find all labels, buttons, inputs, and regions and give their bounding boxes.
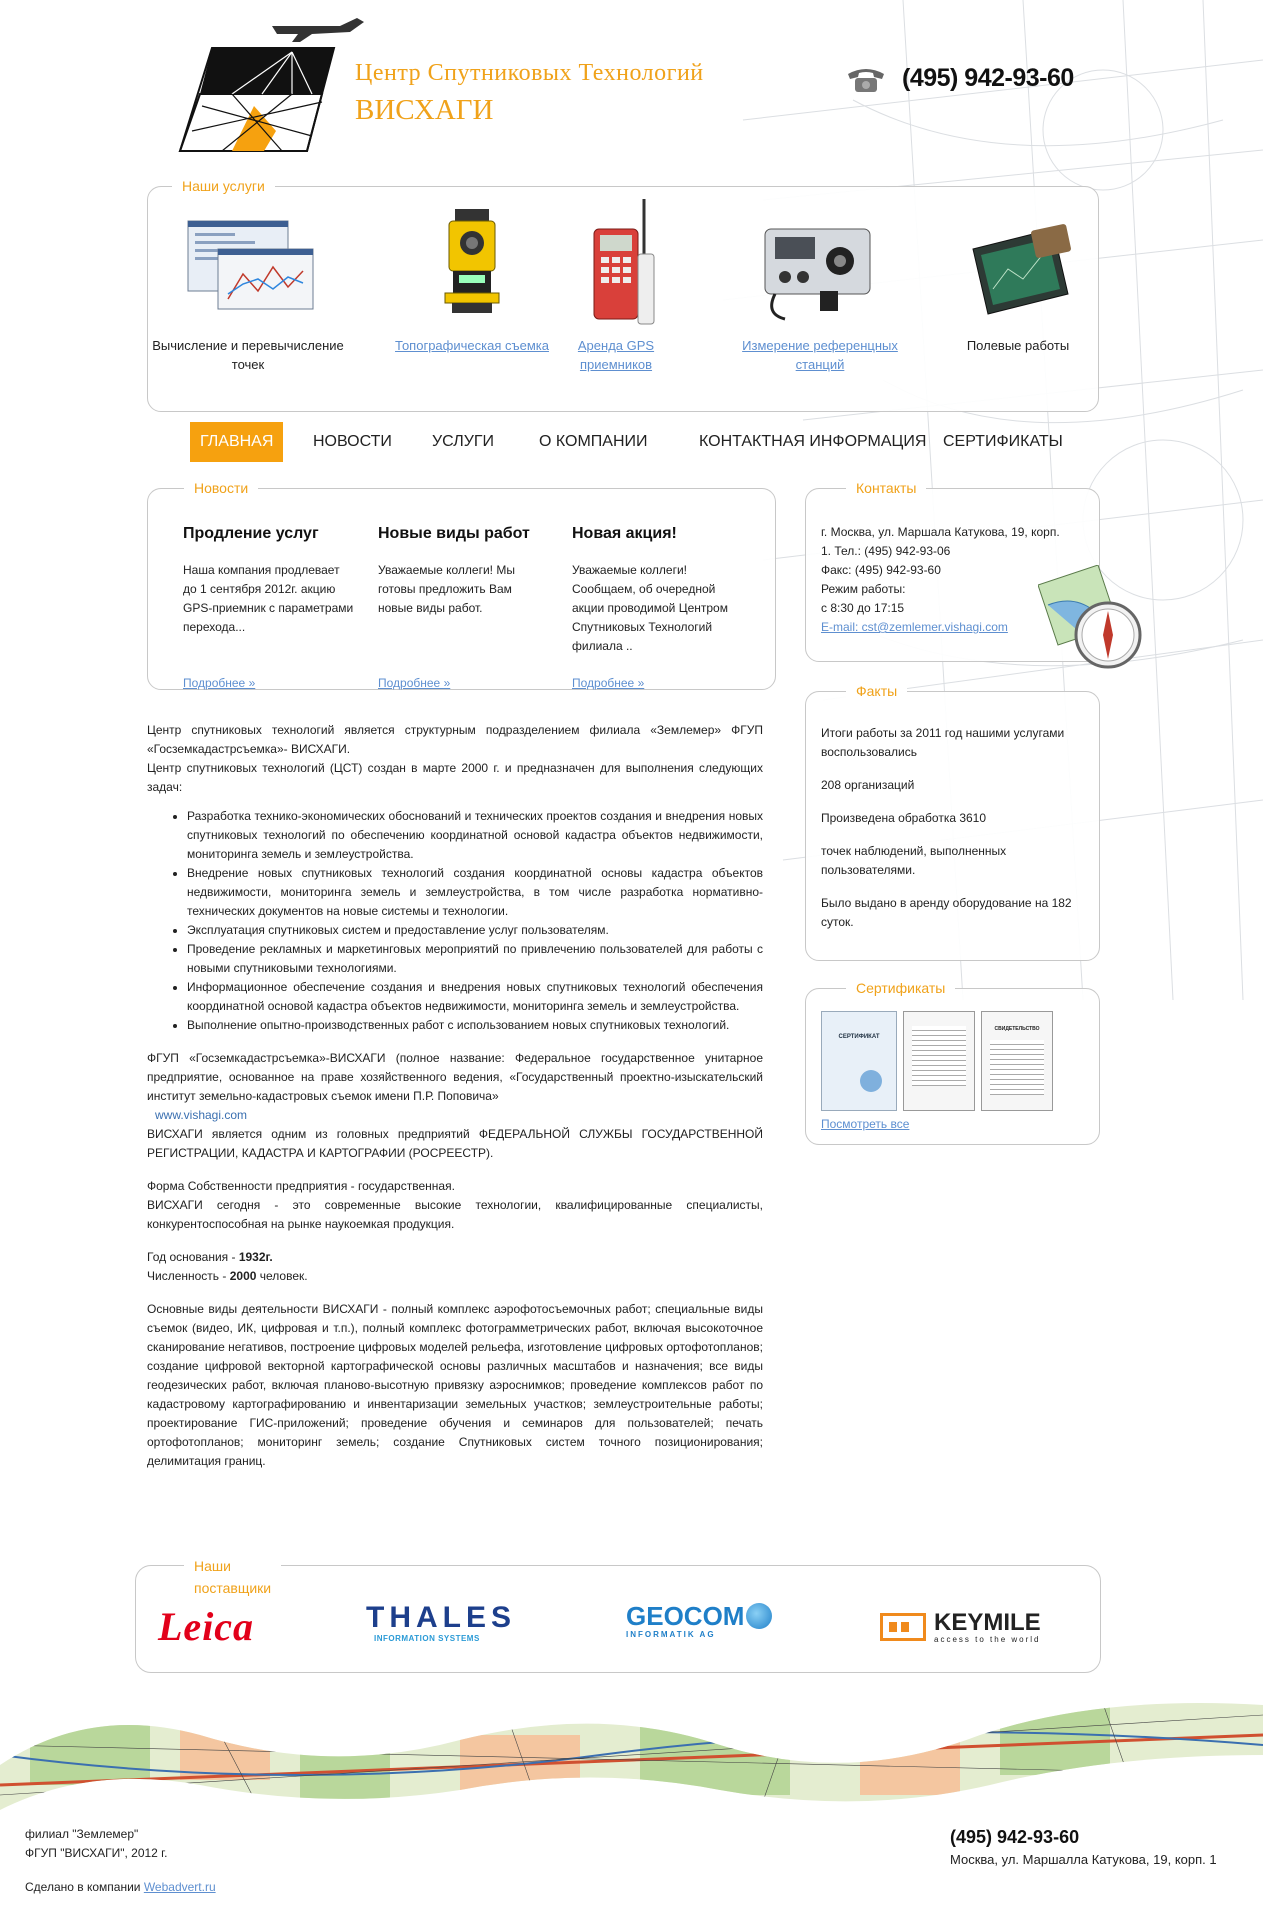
news-item bbox=[183, 525, 363, 637]
news-more-link[interactable]: Подробнее » bbox=[183, 676, 256, 690]
certificate-text-lines-icon bbox=[990, 1040, 1044, 1095]
services-panel bbox=[147, 178, 1099, 412]
footer-made-by: Сделано в компании bbox=[25, 1880, 144, 1894]
contacts-panel bbox=[805, 480, 1100, 662]
leica-wordmark: Leica bbox=[158, 1604, 255, 1649]
geocom-logo[interactable] bbox=[626, 1602, 796, 1652]
news-legend: Новости bbox=[184, 478, 258, 498]
main-paragraph: ВИСХАГИ является одним из головных предприятий ФЕДЕРАЛЬНОЙ СЛУЖБЫ ГОСУДАРСТВЕННОЙ РЕГИСТРАЦИИ, КАДАСТРА И КАРТОГРАФИИ (РОСРЕЕСТР). bbox=[147, 1127, 763, 1160]
total-station-icon bbox=[397, 199, 547, 327]
services-legend: Наши услуги bbox=[172, 176, 275, 196]
facts-item: 208 организаций bbox=[821, 778, 915, 792]
news-title[interactable]: Продление услуг bbox=[183, 525, 319, 542]
header-phone: (495) 942-93-60 bbox=[902, 64, 1074, 92]
service-topography-link[interactable]: Топографическая съемка bbox=[395, 338, 549, 353]
tasks-list bbox=[147, 807, 763, 1035]
contacts-hours-label: Режим работы: bbox=[821, 582, 906, 596]
suppliers-legend-line1: Наши bbox=[194, 1558, 231, 1574]
contacts-legend: Контакты bbox=[846, 478, 926, 498]
facts-legend: Факты bbox=[846, 681, 907, 701]
news-text: Уважаемые коллеги! Мы готовы предложить Вам новые виды работ. bbox=[378, 563, 515, 615]
software-screens-icon bbox=[173, 199, 323, 327]
field-tablet-icon bbox=[948, 199, 1098, 327]
nav-services[interactable]: УСЛУГИ bbox=[432, 433, 495, 450]
topographic-map-strip bbox=[0, 1695, 1263, 1810]
list-item: • Эксплуатация спутниковых систем и предоставление услуг пользователям. bbox=[187, 921, 763, 940]
service-topography[interactable] bbox=[392, 199, 552, 355]
brand-subtitle: ВИСХАГИ bbox=[355, 94, 494, 126]
service-gps-rent[interactable] bbox=[546, 199, 686, 374]
founded-value: 1932г. bbox=[238, 1250, 273, 1264]
staff-label: Численность - bbox=[147, 1269, 230, 1283]
service-calculation-label: Вычисление и перевычисление точек bbox=[152, 338, 344, 372]
staff-line bbox=[147, 1267, 763, 1286]
facts-item: Было выдано в аренду оборудование на 182 суток. bbox=[821, 896, 1072, 929]
globe-icon bbox=[746, 1603, 772, 1629]
gps-receiver-icon bbox=[546, 199, 696, 327]
thales-subtitle: INFORMATION SYSTEMS bbox=[374, 1634, 480, 1643]
nav-certificates[interactable]: СЕРТИФИКАТЫ bbox=[943, 433, 1063, 450]
news-title[interactable]: Новая акция! bbox=[572, 525, 677, 542]
news-text: Наша компания продлевает до 1 сентября 2012г. акцию GPS-приемник с параметрами перехода... bbox=[183, 563, 354, 634]
map-compass-icon bbox=[1038, 565, 1148, 675]
brand-title: Центр Спутниковых Технологий bbox=[355, 60, 704, 86]
facts-panel bbox=[805, 683, 1100, 961]
company-logo[interactable] bbox=[172, 6, 372, 154]
news-item bbox=[378, 525, 558, 618]
certificate-seal-icon bbox=[860, 1070, 882, 1092]
certificate-thumbnail[interactable] bbox=[903, 1011, 975, 1111]
main-content bbox=[147, 721, 763, 1471]
nav-news[interactable]: НОВОСТИ bbox=[313, 433, 392, 450]
geocom-subtitle: INFORMATIK AG bbox=[626, 1630, 716, 1639]
leica-logo[interactable] bbox=[158, 1602, 288, 1652]
main-paragraph: Центр спутниковых технологий (ЦСТ) создан в марте 2000 г. и предназначен для выполнения следующих задач: bbox=[147, 761, 763, 794]
footer-phone: (495) 942-93-60 bbox=[950, 1827, 1080, 1847]
certificate-title: СЕРТИФИКАТ bbox=[838, 1034, 880, 1040]
service-field-work[interactable] bbox=[948, 199, 1088, 355]
nav-home[interactable]: ГЛАВНАЯ bbox=[190, 422, 283, 462]
thales-wordmark: THALES bbox=[366, 1601, 516, 1634]
news-more-link[interactable]: Подробнее » bbox=[572, 676, 645, 690]
nav-contacts[interactable]: КОНТАКТНАЯ ИНФОРМАЦИЯ bbox=[699, 433, 927, 450]
service-reference-stations[interactable] bbox=[730, 199, 910, 374]
contacts-address: г. Москва, ул. Маршала Катукова, 19, корп. 1. Тел.: (495) 942-93-06 bbox=[821, 525, 1060, 558]
main-paragraph: Центр спутниковых технологий является структурным подразделением филиала «Землемер» ФГУП «Госземкадастрсъемка»- ВИСХАГИ. bbox=[147, 723, 763, 756]
certificates-view-all-link[interactable]: Посмотреть все bbox=[821, 1117, 910, 1131]
keymile-subtitle: access to the world bbox=[934, 1634, 1041, 1644]
news-more-link[interactable]: Подробнее » bbox=[378, 676, 451, 690]
suppliers-legend-line2: поставщики bbox=[194, 1580, 272, 1596]
main-paragraph: ВИСХАГИ сегодня - это современные высокие технологии, квалифицированные специалисты, конкурентоспособная на рынке наукоемкая продукция. bbox=[147, 1198, 763, 1231]
contacts-email-link[interactable]: E-mail: cst@zemlemer.vishagi.com bbox=[821, 620, 1008, 634]
news-title[interactable]: Новые виды работ bbox=[378, 525, 530, 542]
footer-webadvert-link[interactable]: Webadvert.ru bbox=[143, 1880, 216, 1894]
contacts-hours: с 8:30 до 17:15 bbox=[821, 601, 905, 615]
footer-branch: филиал "Землемер" bbox=[25, 1827, 139, 1841]
certificate-title: СВИДЕТЕЛЬСТВО bbox=[994, 1026, 1040, 1032]
main-paragraph: Основные виды деятельности ВИСХАГИ - полный комплекс аэрофотосъемочных работ; специальные виды съемок (видео, ИК, цифровая и т.п.), полный комплекс фотограмметрических работ, включая высокоточное сканирование негативов, построение цифровых моделей рельефа, изготовление цифровых ортофотопланов; создание цифровой векторной картографической основы различных масштабов и назначения; все виды геодезических работ, включая планово-высотную привязку аэроснимков; проведение комплексов работ по кадастровому картографированию и инвентаризации земельных участков; землеустроительные работы; проектирование ГИС-приложений; проведение обучения и семинаров для пользователей; печать ортофотопланов; мониторинг земель; создание Спутниковых систем точного позиционирования; делимитация границ. bbox=[147, 1302, 763, 1468]
list-item: • Внедрение новых спутниковых технологий создания координатной основы кадастра объектов недвижимости, мониторинга земель и землеустройства, в том числе разработка нормативно-технических документов на новые системы и технологии. bbox=[187, 864, 763, 921]
footer-address: Москва, ул. Маршалла Катукова, 19, корп. 1 bbox=[950, 1852, 1217, 1867]
facts-item: Произведена обработка 3610 bbox=[821, 811, 987, 825]
news-panel bbox=[147, 480, 776, 690]
list-item: • Разработка технико-экономических обоснований и технических проектов создания и внедрения новых спутниковых технологий по обеспечению координатной основой кадастра объектов недвижимости, мониторинга земель и землеустройства. bbox=[187, 807, 763, 864]
staff-value: 2000 bbox=[229, 1269, 257, 1283]
suppliers-panel bbox=[135, 1558, 1101, 1673]
founded-line bbox=[147, 1248, 763, 1267]
list-item: • Проведение рекламных и маркетинговых мероприятий по привлечению пользователей для работы с новыми спутниковыми технологиями. bbox=[187, 940, 763, 978]
contacts-fax: Факс: (495) 942-93-60 bbox=[821, 563, 941, 577]
news-text: Уважаемые коллеги! Сообщаем, об очередной акции проводимой Центром Спутниковых Технологий филиала .. bbox=[572, 563, 728, 653]
nav-about[interactable]: О КОМПАНИИ bbox=[539, 433, 648, 450]
vishagi-link[interactable]: www.vishagi.com bbox=[155, 1108, 248, 1122]
service-reference-stations-link[interactable]: Измерение референцных станций bbox=[742, 338, 898, 372]
founded-label: Год основания - bbox=[147, 1250, 239, 1264]
certificate-text-lines-icon bbox=[912, 1026, 966, 1086]
telephone-icon bbox=[846, 66, 886, 94]
staff-suffix: человек. bbox=[256, 1269, 308, 1283]
certificate-thumbnail[interactable] bbox=[821, 1011, 897, 1111]
list-item: • Выполнение опытно-производственных работ с использованием новых спутниковых технологий. bbox=[187, 1016, 763, 1035]
reference-station-icon bbox=[745, 199, 895, 327]
keymile-symbol-icon bbox=[880, 1613, 926, 1641]
geocom-wordmark: GEOCOM bbox=[626, 1601, 745, 1631]
footer-org: ФГУП "ВИСХАГИ", 2012 г. bbox=[25, 1846, 168, 1860]
news-item bbox=[572, 525, 752, 656]
keymile-wordmark: KEYMILE bbox=[934, 1608, 1041, 1636]
facts-item: точек наблюдений, выполненных пользователями. bbox=[821, 844, 1007, 877]
service-gps-rent-link[interactable]: Аренда GPS приемников bbox=[577, 338, 655, 372]
keymile-logo[interactable] bbox=[880, 1602, 1070, 1652]
thales-logo[interactable] bbox=[366, 1602, 556, 1652]
main-paragraph: ФГУП «Госземкадастрсъемка»-ВИСХАГИ (полное название: Федеральное государственное унитарное предприятие, основанное на праве хозяйственного ведения, «Государственный проектно-изыскательский институт земельно-кадастровых съемок имени П.Р. Поповича» bbox=[147, 1051, 763, 1103]
certificates-panel bbox=[805, 980, 1100, 1145]
service-field-work-label: Полевые работы bbox=[966, 338, 1070, 353]
list-item: • Информационное обеспечение создания и внедрения новых спутниковых технологий обеспечения координатной основой кадастра объектов недвижимости, мониторинга земель и землеустройства. bbox=[187, 978, 763, 1016]
certificates-legend: Сертификаты bbox=[846, 978, 955, 998]
main-paragraph: Форма Собственности предприятия - государственная. bbox=[147, 1179, 455, 1193]
facts-item: Итоги работы за 2011 год нашими услугами воспользовались bbox=[821, 726, 1065, 759]
service-calculation[interactable] bbox=[148, 199, 348, 374]
certificate-thumbnail[interactable] bbox=[981, 1011, 1053, 1111]
